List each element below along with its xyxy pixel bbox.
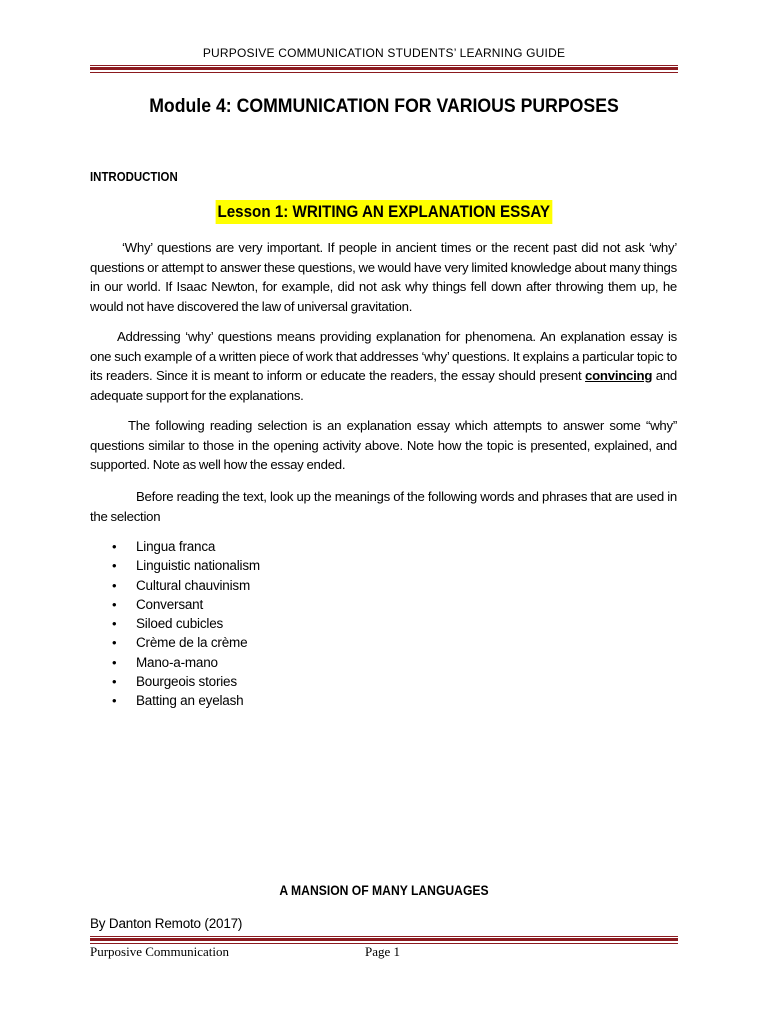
footer-rule-thick [90, 938, 678, 941]
list-item [90, 576, 260, 595]
bullet-icon: • [112, 596, 117, 612]
paragraph-2-text-end: and adequate support for the explanations. [90, 368, 678, 403]
paragraph-4: Before reading the text, look up the meanings of the following words and phrases that are used in the selection [90, 489, 677, 524]
bullet-icon: • [112, 577, 117, 593]
paragraph-2-text: Addressing ‘why’ questions means providing explanation for phenomena. An explanation essay is one such example of a written piece of work that addresses ‘why’ questions. It explains a particular topic to its readers. Since it is meant to inform or educate the readers, the essay should present [90, 329, 677, 383]
header-rule-thin-bottom [90, 72, 678, 73]
vocabulary-term: Crème de la crème [136, 635, 248, 651]
header-rule-thin-top [90, 65, 678, 66]
list-item [90, 595, 260, 614]
footer-course-name: Purposive Communication [90, 944, 230, 959]
bullet-icon: • [112, 539, 117, 554]
module-title: Module 4: COMMUNICATION FOR VARIOUS PURPOSES [149, 96, 619, 117]
bullet-icon: • [112, 558, 117, 574]
vocabulary-term: Batting an eyelash [136, 693, 244, 709]
list-item [90, 537, 260, 556]
bullet-icon: • [112, 616, 117, 632]
bullet-icon: • [112, 674, 117, 690]
vocabulary-term: Mano-a-mano [136, 654, 218, 670]
emphasis-word: convincing [585, 368, 653, 383]
list-item [90, 653, 260, 672]
byline: By Danton Remoto (2017) [90, 916, 243, 931]
vocabulary-term: Linguistic nationalism [136, 558, 260, 574]
essay-title: A MANSION OF MANY LANGUAGES [279, 883, 489, 898]
list-item [90, 672, 260, 691]
section-heading: INTRODUCTION [90, 169, 178, 184]
list-item [90, 614, 260, 633]
bullet-icon: • [112, 693, 117, 709]
paragraph-3: The following reading selection is an explanation essay which attempts to answer some “why” questions similar to those in the opening activity above. Note how the topic is presented, explained, and supported. Note as well how the essay ended. [90, 418, 677, 472]
vocabulary-term: Cultural chauvinism [136, 577, 250, 593]
running-header: PURPOSIVE COMMUNICATION STUDENTS’ LEARNING GUIDE [202, 46, 566, 60]
vocabulary-term: Bourgeois stories [136, 674, 237, 690]
bullet-icon: • [112, 635, 117, 651]
footer-rule-thin-top [90, 936, 678, 937]
lesson-title-row [0, 200, 768, 224]
header-rule-thick [90, 67, 678, 70]
bullet-icon: • [112, 654, 117, 670]
vocabulary-list [90, 537, 260, 711]
list-item [90, 691, 260, 710]
list-item [90, 633, 260, 652]
vocabulary-term: Siloed cubicles [136, 616, 224, 632]
paragraph-1: ‘Why’ questions are very important. If people in ancient times or the recent past did not ask ‘why’ questions or attempt to answer these questions, we would have very limited knowledge about many things in our world. If Isaac Newton, for example, did not ask why things fell down after throwing them up, he would not have discovered the law of universal gravitation. [90, 240, 677, 314]
footer-page-number: Page 1 [365, 944, 401, 959]
paragraph-2 [90, 327, 677, 405]
list-item [90, 556, 260, 575]
vocabulary-term: Conversant [136, 596, 204, 612]
vocabulary-term: Lingua franca [136, 539, 216, 554]
lesson-title: Lesson 1: WRITING AN EXPLANATION ESSAY [216, 200, 552, 224]
